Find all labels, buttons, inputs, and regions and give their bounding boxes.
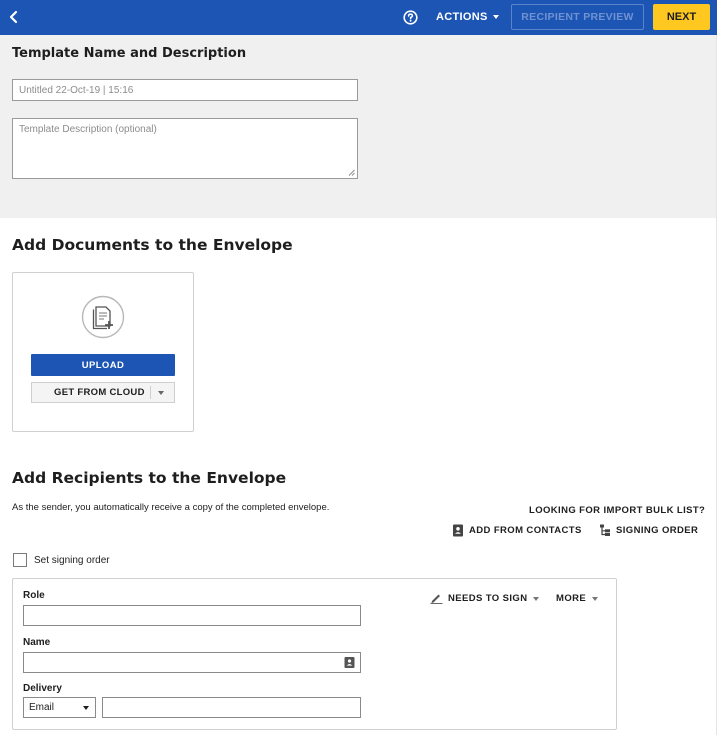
delivery-method-value: Email <box>29 702 55 713</box>
recipient-preview-button[interactable] <box>511 4 644 30</box>
document-upload-card <box>12 272 194 432</box>
add-document-icon <box>81 295 125 339</box>
signing-order-label: SIGNING ORDER <box>616 525 699 536</box>
delivery-method-select[interactable] <box>23 697 96 718</box>
more-label: MORE <box>556 593 587 604</box>
delivery-label: Delivery <box>23 683 62 694</box>
set-signing-order-label: Set signing order <box>34 554 110 566</box>
pen-icon <box>430 593 443 604</box>
checkbox[interactable] <box>13 553 27 567</box>
button-divider <box>150 386 151 399</box>
caret-down-icon <box>493 15 499 19</box>
set-signing-order-checkbox[interactable] <box>13 553 110 567</box>
documents-section-title: Add Documents to the Envelope <box>12 236 293 254</box>
name-input[interactable] <box>23 652 361 673</box>
recipient-card <box>12 578 617 730</box>
import-bulk-list-link[interactable]: LOOKING FOR IMPORT BULK LIST? <box>529 505 706 516</box>
actions-menu-button[interactable] <box>436 11 499 23</box>
chevron-left-icon[interactable] <box>6 7 22 27</box>
email-input[interactable] <box>102 697 361 718</box>
template-name-value: Untitled 22-Oct-19 | 15:16 <box>19 84 134 96</box>
caret-down-icon[interactable] <box>158 391 164 395</box>
next-button[interactable] <box>653 4 710 30</box>
upload-label: UPLOAD <box>81 359 125 371</box>
top-bar <box>0 0 717 35</box>
upload-button[interactable] <box>31 354 175 376</box>
template-description-placeholder: Template Description (optional) <box>19 124 157 135</box>
template-name-section <box>0 35 717 218</box>
recipient-preview-label: RECIPIENT PREVIEW <box>521 11 634 23</box>
contacts-book-icon[interactable] <box>344 657 355 668</box>
needs-to-sign-dropdown[interactable] <box>430 593 539 604</box>
get-from-cloud-label: GET FROM CLOUD <box>54 387 145 398</box>
template-section-title: Template Name and Description <box>12 46 247 61</box>
next-label: NEXT <box>666 11 697 23</box>
add-from-contacts-button[interactable] <box>452 524 582 537</box>
signing-order-icon <box>599 524 611 537</box>
actions-label: ACTIONS <box>436 11 488 23</box>
caret-down-icon <box>533 597 539 601</box>
name-label: Name <box>23 637 51 648</box>
role-input[interactable] <box>23 605 361 626</box>
needs-to-sign-label: NEEDS TO SIGN <box>448 593 528 604</box>
recipients-section-title: Add Recipients to the Envelope <box>12 469 287 487</box>
sender-copy-note: As the sender, you automatically receive a copy of the completed envelope. <box>12 502 330 513</box>
question-circle-icon[interactable] <box>403 10 418 25</box>
caret-down-icon <box>83 706 89 710</box>
role-label: Role <box>23 590 45 601</box>
resize-grip-icon[interactable] <box>348 169 355 176</box>
template-description-input[interactable] <box>12 118 358 179</box>
signing-order-button[interactable] <box>599 524 698 537</box>
template-name-input[interactable] <box>12 79 358 101</box>
caret-down-icon <box>592 597 598 601</box>
add-from-contacts-label: ADD FROM CONTACTS <box>469 525 582 536</box>
get-from-cloud-button[interactable] <box>31 382 175 403</box>
more-options-button[interactable] <box>556 593 598 604</box>
contacts-book-icon <box>452 524 464 537</box>
